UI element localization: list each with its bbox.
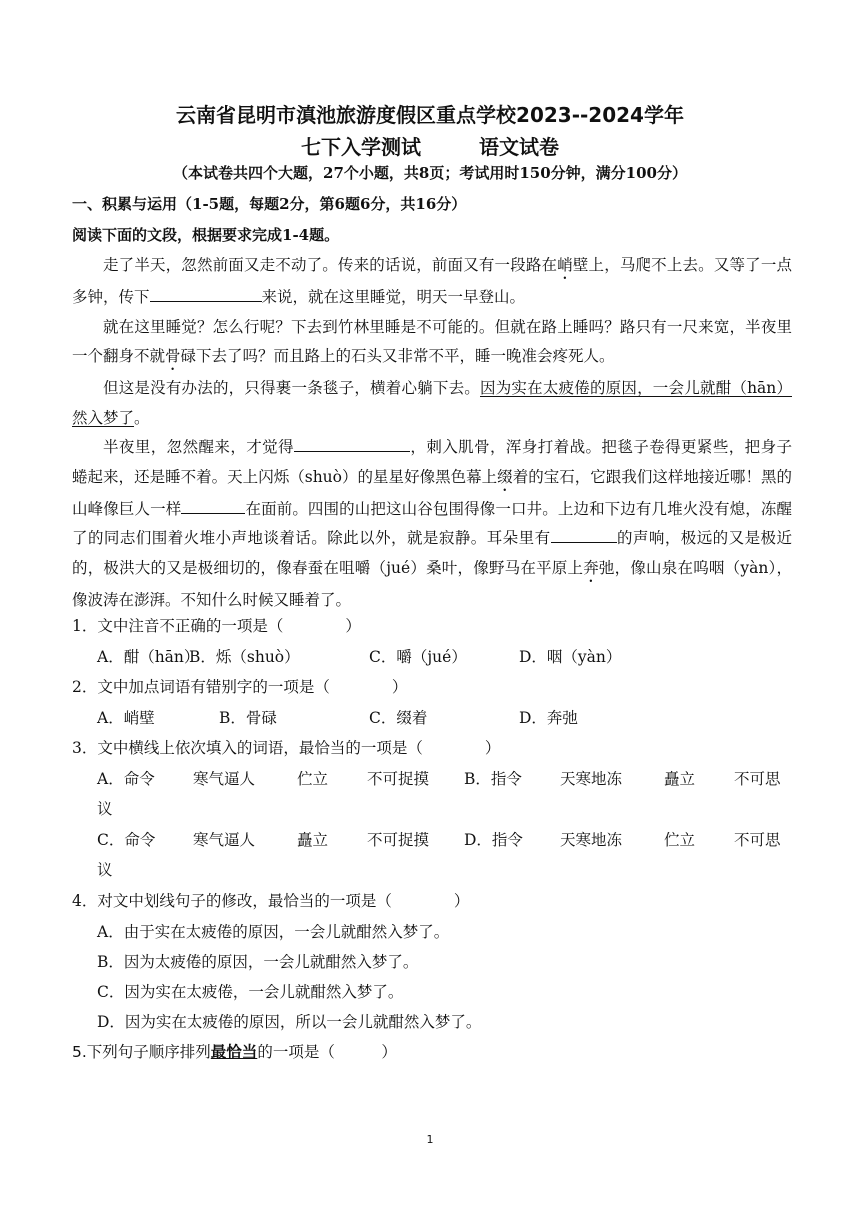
option-c: C．嚼（jué） — [369, 648, 467, 666]
fill-blank-2 — [294, 436, 410, 453]
passage-paragraph-4 — [72, 433, 792, 615]
option-d: D．咽（yàn） — [519, 648, 622, 666]
emphasis-char: 缀 — [497, 467, 513, 486]
question-1: 1．文中注音不正确的一项是（ ） — [72, 617, 361, 635]
option-d: D．因为实在太疲倦的原因，所以一会儿就酣然入梦了。 — [97, 1013, 482, 1031]
option-a: A．酣（hān） — [97, 648, 200, 666]
passage-paragraph-3 — [72, 374, 792, 433]
option-text: 矗立 — [297, 831, 329, 849]
question-2: 2．文中加点词语有错别字的一项是（ ） — [72, 678, 408, 696]
fill-blank-1 — [150, 286, 262, 303]
text-run: 半夜里，忽然醒来，才觉得 — [103, 438, 294, 456]
option-c: C．命令 — [97, 831, 156, 849]
text-run: 的一项是（ ） — [257, 1043, 397, 1061]
page-number: 1 — [426, 1133, 434, 1146]
text-run: 的声响，极远的又是极近的，极洪大的又是极细切的，像春蚕在咀嚼（jué）桑叶，像野马在平原上 — [72, 529, 792, 577]
reading-passage — [72, 251, 792, 615]
text-run: 5.下列句子顺序排列 — [72, 1043, 211, 1061]
option-text: 不可捉摸 — [367, 831, 430, 849]
exam-title-line2 — [0, 131, 860, 160]
questions — [72, 611, 792, 1068]
passage-paragraph-1 — [72, 251, 792, 313]
grade-label: 七下入学测试 — [301, 135, 421, 159]
option-text: 不可思 — [734, 770, 781, 788]
option-a: A．由于实在太疲倦的原因，一会儿就酣然入梦了。 — [97, 923, 450, 941]
option-d: D．奔弛 — [519, 709, 578, 727]
option-text: 伫立 — [297, 770, 329, 788]
text-run: 但这是没有办法的，只得裹一条毯子，横着心躺下去。 — [103, 379, 481, 397]
text-run: 碌 — [180, 347, 197, 365]
question-3-wrap: 议 — [97, 800, 113, 818]
exam-intro: （本试卷共四个大题，27个小题，共8页；考试用时150分钟，满分100分） — [173, 164, 687, 182]
question-3-options-cd — [72, 825, 792, 855]
text-run: 来说，就在这里睡觉，明天一早登山。 — [261, 288, 526, 306]
underlined-sentence: 因为实在太疲倦的原因，一会儿就酣（hān）然入梦了 — [72, 379, 792, 427]
option-text: 伫立 — [664, 831, 696, 849]
question-2-options — [72, 703, 792, 733]
option-a: A．峭壁 — [97, 709, 155, 727]
emphasized-phrase: 最恰当 — [210, 1043, 258, 1061]
option-b: B．烁（shuò） — [189, 648, 300, 666]
question-3: 3．文中横线上依次填入的词语，最恰当的一项是（ ） — [72, 739, 501, 757]
emphasis-char: 峭 — [557, 256, 573, 274]
text-run: 着的宝石，它跟我们这样地接近哪！黑的山峰像巨人一样 — [72, 467, 792, 518]
text-run: 在面前。四围的山把这山谷包围得像一口井。上边和下边有几堆火没有熄，冻醒了的同志们围着火堆小声地谈着话。除此以外，就是寂静。耳朵里有 — [72, 499, 792, 547]
question-4: 4．对文中划线句子的修改，最恰当的一项是（ ） — [72, 892, 470, 910]
option-b: B．因为太疲倦的原因，一会儿就酣然入梦了。 — [97, 953, 419, 971]
option-text: 天寒地冻 — [560, 770, 623, 788]
fill-blank-4 — [551, 527, 617, 544]
question-5 — [72, 1037, 792, 1068]
option-text: 寒气逼人 — [193, 770, 256, 788]
option-text: 矗立 — [664, 770, 696, 788]
option-text: 寒气逼人 — [193, 831, 256, 849]
text-run: ，刺入肌骨，浑身打着战。把毯子卷得更紧些，把身子蜷起来，还是睡不着。天上闪烁（shuò）的星星好像黑色幕上 — [72, 438, 792, 486]
subject-label: 语文试卷 — [479, 135, 559, 159]
text-run: 走了半天，忽然前面又走不动了。传来的话说，前面又有一段路在 — [103, 256, 558, 274]
question-3-wrap: 议 — [97, 861, 113, 879]
text-run: 。 — [134, 408, 150, 427]
option-b: B．骨碌 — [219, 709, 277, 727]
section1-instruction: 阅读下面的文段，根据要求完成1-4题。 — [72, 226, 340, 244]
fill-blank-3 — [181, 497, 245, 514]
option-text: 不可思 — [734, 831, 781, 849]
text-run: 弛 — [598, 558, 615, 577]
text-run: ，像山泉在呜咽（yàn），像波涛在澎湃。不知什么时候又睡着了。 — [72, 558, 792, 609]
question-3-options-ab — [72, 764, 792, 794]
passage-paragraph-2 — [72, 313, 792, 375]
emphasis-char: 奔 — [583, 558, 599, 577]
text-run: 壁上，马爬不上去。又等了一点多钟，传下 — [72, 256, 792, 306]
option-d: D．指令 — [464, 831, 523, 849]
text-run: 下去了吗？而且路上的石头又非常不平，睡一晚准会疼死人。 — [196, 347, 615, 365]
option-text: 天寒地冻 — [560, 831, 623, 849]
option-b: B．指令 — [464, 770, 522, 788]
text-run: 就在这里睡觉？怎么行呢？下去到竹林里睡是不可能的。但就在路上睡吗？路只有一尺来宽，半夜里一个翻身不就 — [72, 317, 792, 365]
option-c: C．缀着 — [369, 709, 428, 727]
section1-heading: 一、积累与运用（1-5题，每题2分，第6题6分，共16分） — [72, 195, 467, 213]
option-c: C．因为实在太疲倦，一会儿就酣然入梦了。 — [97, 983, 404, 1001]
exam-title-line1: 云南省昆明市滇池旅游度假区重点学校2023--2024学年 — [176, 103, 684, 127]
question-1-options — [72, 642, 792, 672]
emphasis-char: 骨 — [165, 347, 181, 365]
option-text: 不可捉摸 — [367, 770, 430, 788]
option-a: A．命令 — [97, 770, 155, 788]
